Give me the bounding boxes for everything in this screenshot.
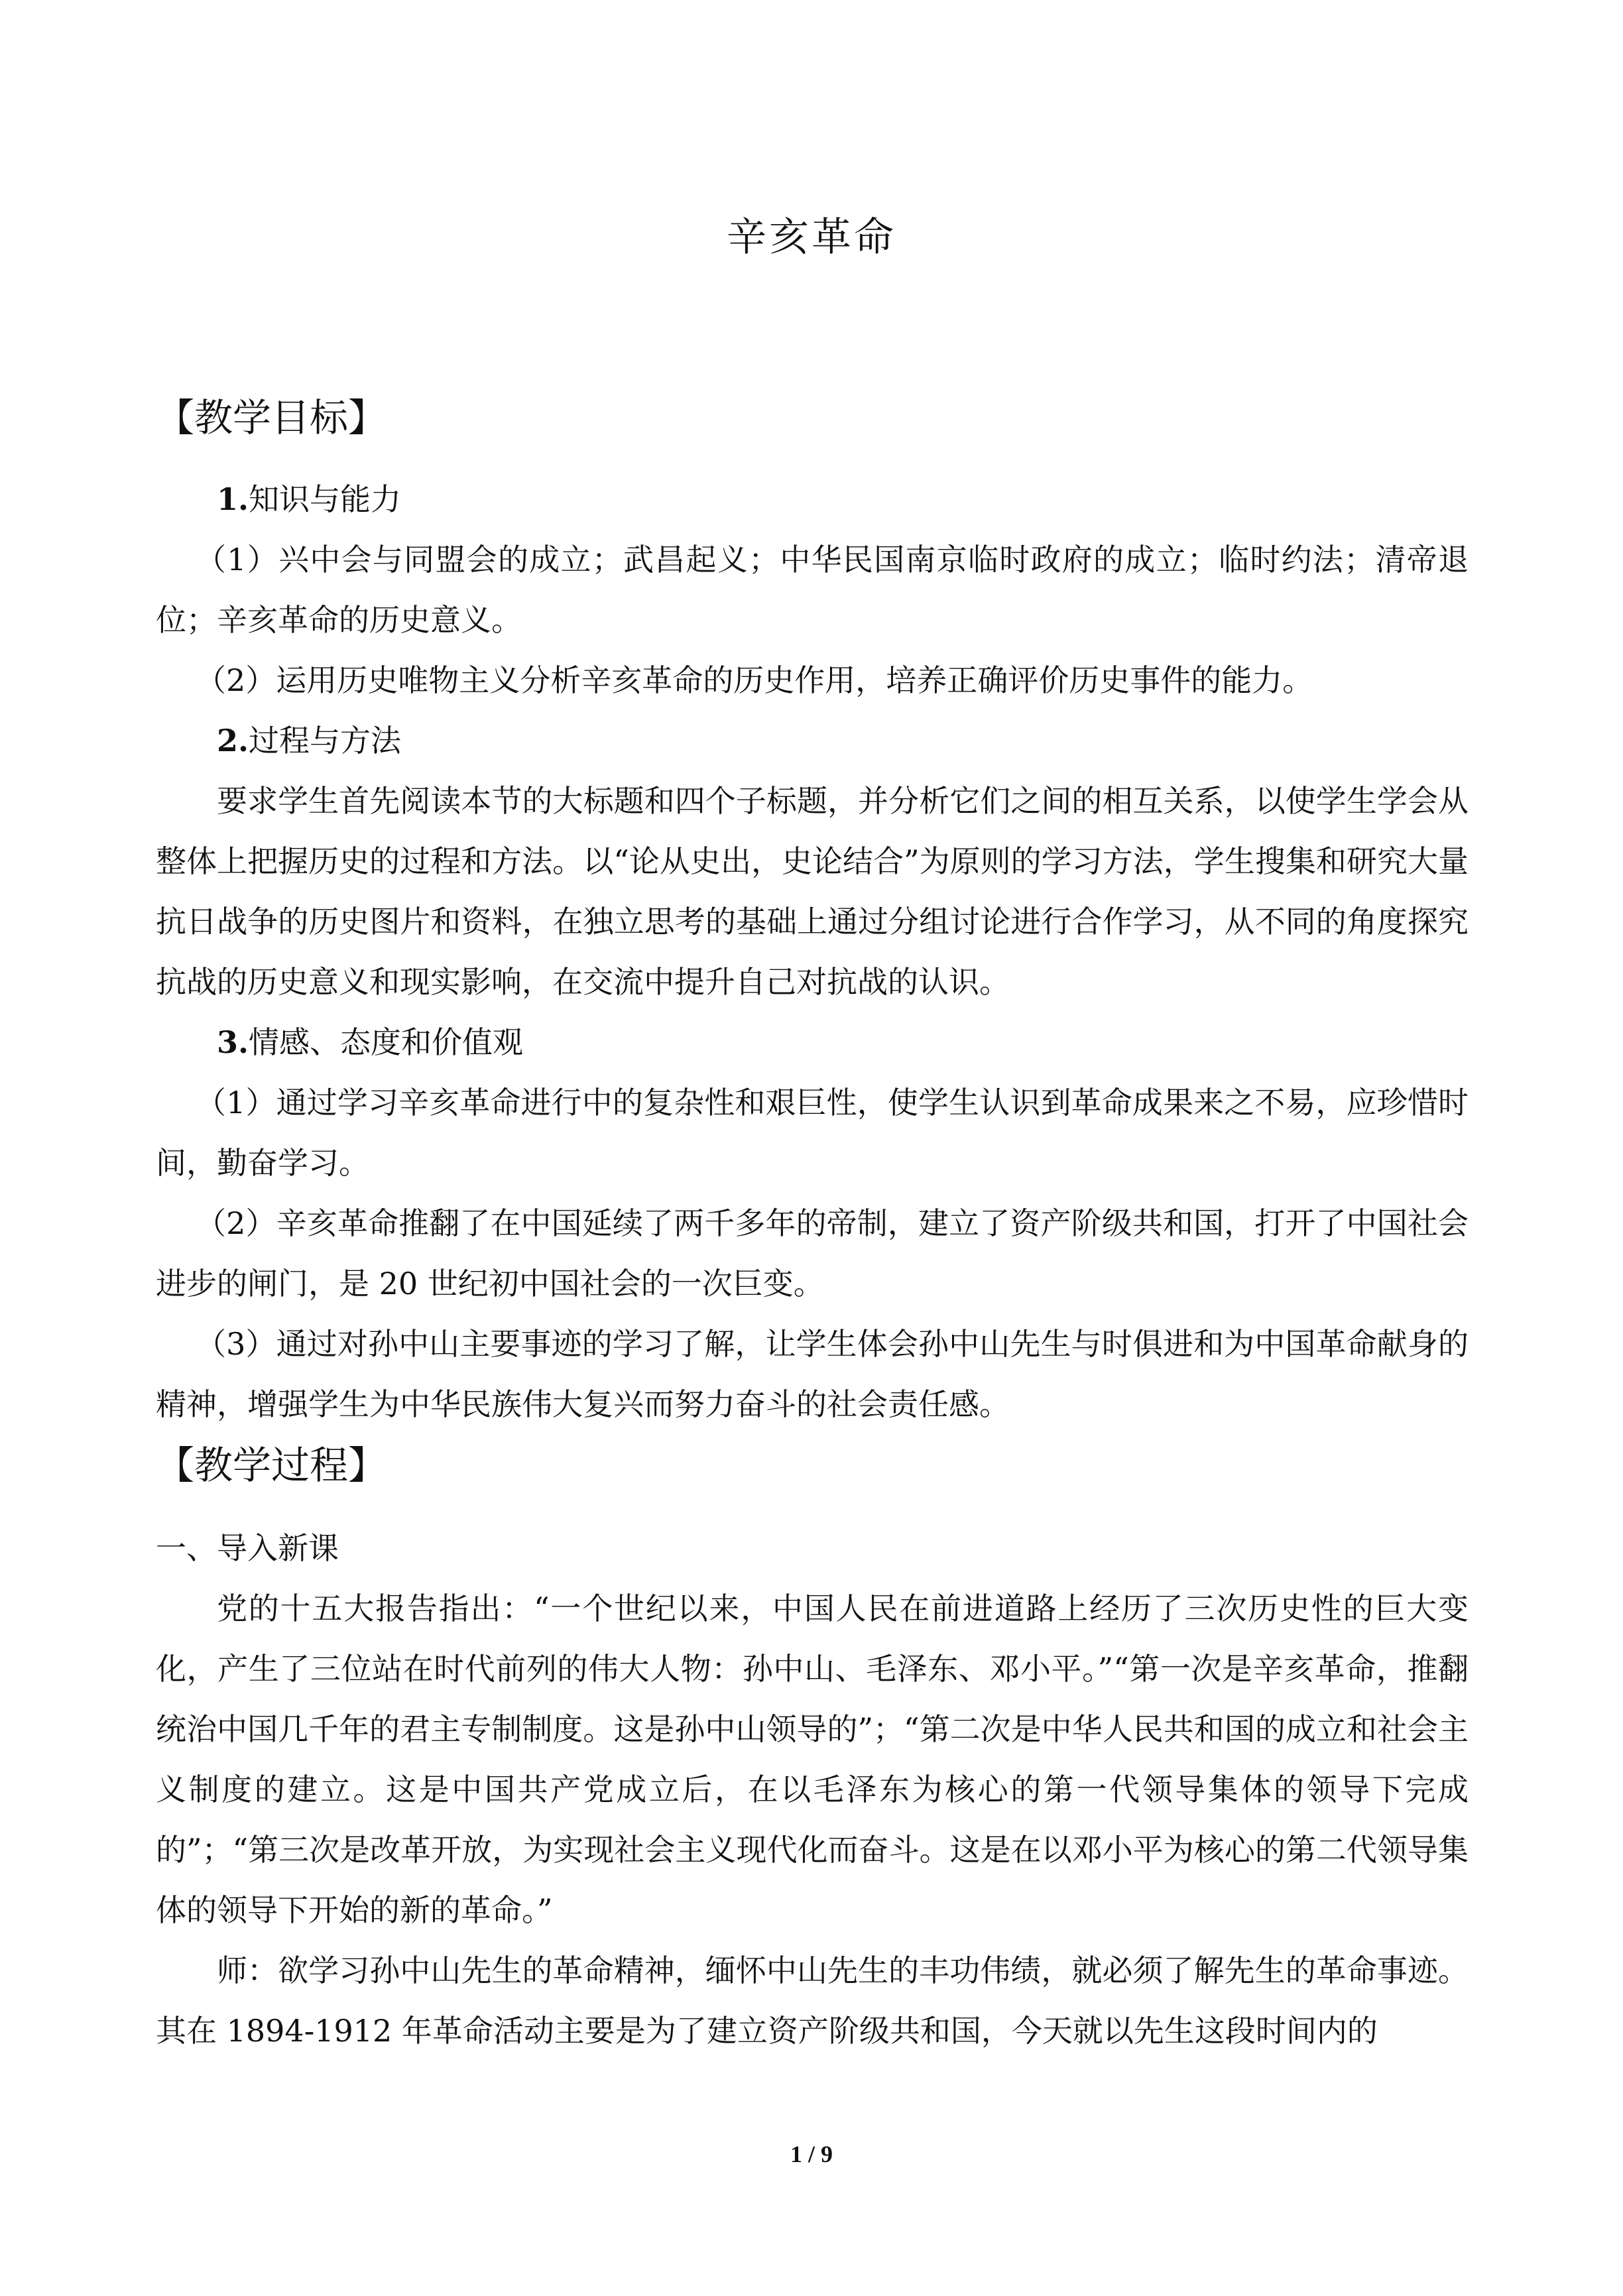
paragraph: （3）通过对孙中山主要事迹的学习了解，让学生体会孙中山先生与时俱进和为中国革命献身的精神，增强学生为中华民族伟大复兴而努力奋斗的社会责任感。 xyxy=(156,1326,1469,1422)
paragraph: （1）通过学习辛亥革命进行中的复杂性和艰巨性，使学生认识到革命成果来之不易，应珍惜时间，勤奋学习。 xyxy=(156,1085,1469,1181)
paragraph: 要求学生首先阅读本节的大标题和四个子标题，并分析它们之间的相互关系，以使学生学会从整体上把握历史的过程和方法。以“论从史出，史论结合”为原则的学习方法，学生搜集和研究大量抗日战争的历史图片和资料，在独立思考的基础上通过分组讨论进行合作学习，从不同的角度探究抗战的历史意义和现实影响，在交流中提升自己对抗战的认识。 xyxy=(156,783,1469,1000)
paragraph: （1）兴中会与同盟会的成立；武昌起义；中华民国南京临时政府的成立；临时约法；清帝退位；辛亥革命的历史意义。 xyxy=(156,542,1469,638)
section-heading-process: 【教学过程】 xyxy=(156,1443,387,1488)
objectives-content xyxy=(156,469,1469,1435)
subheading-knowledge xyxy=(156,469,1469,530)
subsection-heading: 一、导入新课 xyxy=(156,1530,339,1566)
subheading-values xyxy=(156,1012,1469,1073)
section-heading-objectives: 【教学目标】 xyxy=(156,395,387,440)
subheading-text: 情感、态度和价值观 xyxy=(249,1024,524,1060)
paragraph: （2）辛亥革命推翻了在中国延续了两千多年的帝制，建立了资产阶级共和国，打开了中国社会进步的闸门，是 20 世纪初中国社会的一次巨变。 xyxy=(156,1205,1469,1301)
paragraph: 党的十五大报告指出：“一个世纪以来，中国人民在前进道路上经历了三次历史性的巨大变化，产生了三位站在时代前列的伟大人物：孙中山、毛泽东、邓小平。”“第一次是辛亥革命，推翻统治中国几千年的君主专制制度。这是孙中山领导的”；“第二次是中华人民共和国的成立和社会主义制度的建立。这是中国共产党成立后，在以毛泽东为核心的第一代领导集体的领导下完成的”；“第三次是改革开放，为实现社会主义现代化而奋斗。这是在以邓小平为核心的第二代领导集体的领导下开始的新的革命。” xyxy=(156,1591,1469,1928)
subheading-number: 3. xyxy=(217,1024,249,1060)
subheading-number: 2. xyxy=(217,723,249,758)
subheading-text: 过程与方法 xyxy=(249,723,402,758)
subheading-text: 知识与能力 xyxy=(249,481,402,517)
subheading-number: 1. xyxy=(217,481,249,517)
paragraph: （2）运用历史唯物主义分析辛亥革命的历史作用，培养正确评价历史事件的能力。 xyxy=(196,662,1313,698)
subheading-process xyxy=(156,711,1469,771)
paragraph: 师：欲学习孙中山先生的革命精神，缅怀中山先生的丰功伟绩，就必须了解先生的革命事迹。其在 1894-1912 年革命活动主要是为了建立资产阶级共和国，今天就以先生这段时间内的 xyxy=(156,1953,1469,2049)
process-content xyxy=(156,1518,1469,2061)
document-title: 辛亥革命 xyxy=(727,214,896,261)
page-number: 1 / 9 xyxy=(790,2141,833,2167)
